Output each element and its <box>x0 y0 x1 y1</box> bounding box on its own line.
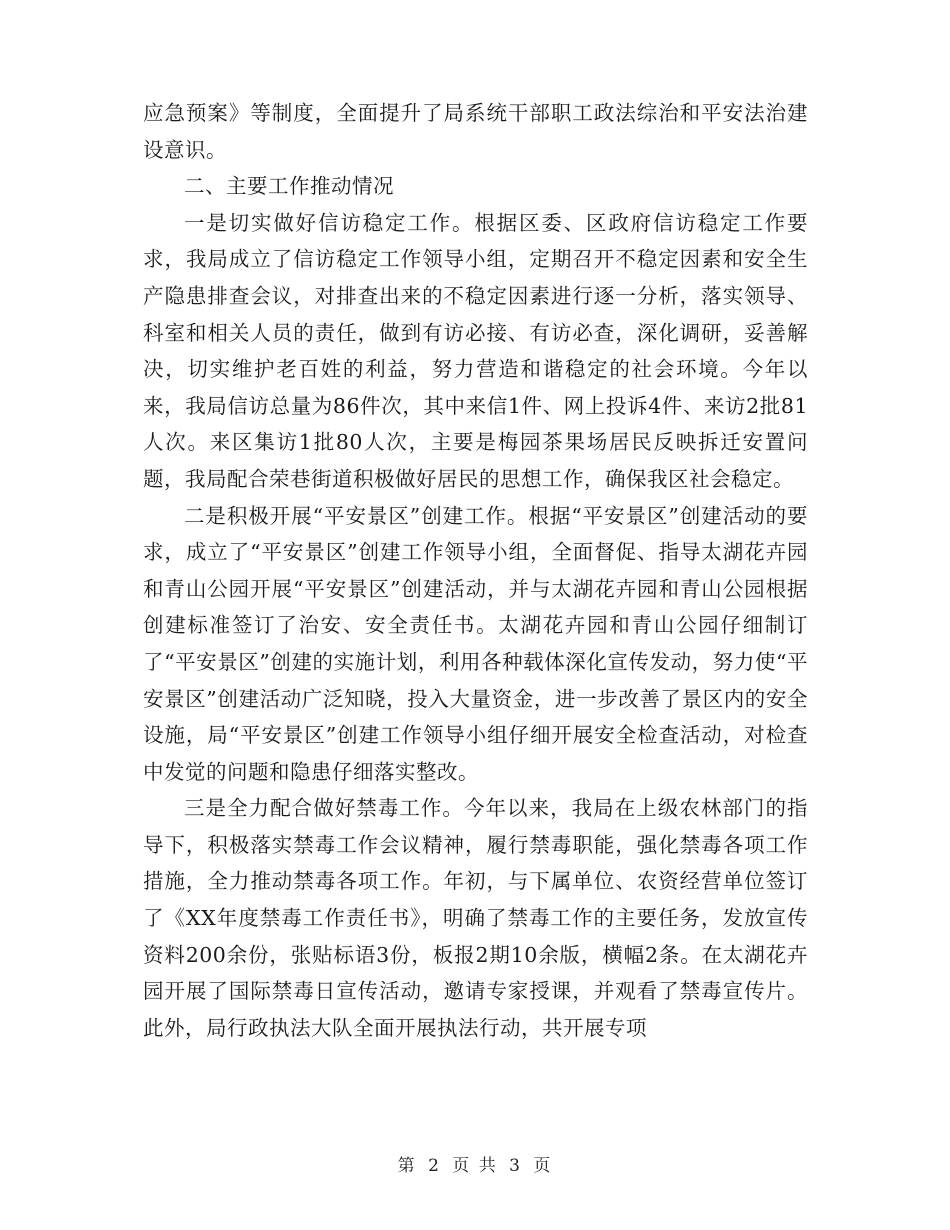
document-body <box>143 95 808 1046</box>
paragraph-anti-drug: 三是全力配合做好禁毒工作。今年以来，我局在上级农林部门的指导下，积极落实禁毒工作会议精神，履行禁毒职能，强化禁毒各项工作措施，全力推动禁毒各项工作。年初，与下属单位、农资经营单位签订了《XX年度禁毒工作责任书》，明确了禁毒工作的主要任务，发放宣传资料200余份，张贴标语3份，板报2期10余版，横幅2条。在太湖花卉园开展了国际禁毒日宣传活动，邀请专家授课，并观看了禁毒宣传片。此外，局行政执法大队全面开展执法行动，共开展专项 <box>143 796 808 1040</box>
paragraph-petition: 一是切实做好信访稳定工作。根据区委、区政府信访稳定工作要求，我局成立了信访稳定工作领导小组，定期召开不稳定因素和安全生产隐患排查会议，对排查出来的不稳定因素进行逐一分析，落实领导、科室和相关人员的责任，做到有访必接、有访必查，深化调研，妥善解决，切实维护老百姓的利益，努力营造和谐稳定的社会环境。今年以来，我局信访总量为86件次，其中来信1件、网上投诉4件、来访2批81人次。来区集访1批80人次，主要是梅园茶果场居民反映拆迁安置问题，我局配合荣巷街道积极做好居民的思想工作，确保我区社会稳定。 <box>143 210 808 491</box>
footer-page-number: 2 <box>428 1156 441 1176</box>
page-footer <box>0 1151 950 1176</box>
section-heading: 二、主要工作推动情况 <box>184 174 394 199</box>
footer-prefix: 第 <box>397 1156 417 1176</box>
footer-middle: 页 共 <box>452 1156 498 1176</box>
footer-total-pages: 3 <box>509 1156 522 1176</box>
paragraph-safe-scenic: 二是积极开展“平安景区”创建工作。根据“平安景区”创建活动的要求，成立了“平安景区”创建工作领导小组，全面督促、指导太湖花卉园和青山公园开展“平安景区”创建活动，并与太湖花卉园和青山公园根据创建标准签订了治安、安全责任书。太湖花卉园和青山公园仔细制订了“平安景区”创建的实施计划，利用各种载体深化宣传发动，努力使“平安景区”创建活动广泛知晓，投入大量资金，进一步改善了景区内的安全设施，局“平安景区”创建工作领导小组仔细开展安全检查活动，对检查中发觉的问题和隐患仔细落实整改。 <box>143 503 808 784</box>
paragraph-1: 应急预案》等制度，全面提升了局系统干部职工政法综治和平安法治建设意识。 <box>143 101 808 162</box>
footer-suffix: 页 <box>533 1156 553 1176</box>
